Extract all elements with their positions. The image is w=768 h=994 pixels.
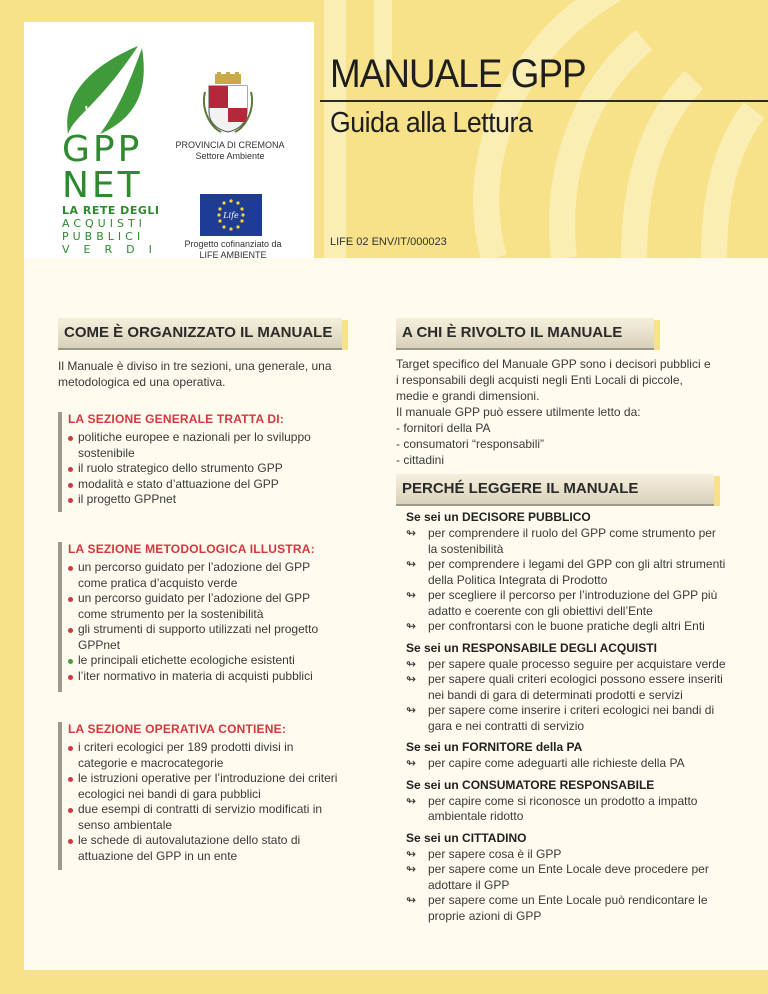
list-item-text: per sapere come inserire i criteri ecologici nei bandi di gara e nei contratti di servizio	[428, 703, 715, 733]
list-item: un percorso guidato per l’adozione del GPP come pratica d’acquisto verde	[68, 560, 338, 591]
list-item	[406, 703, 726, 734]
group-prefix: Se sei un	[406, 640, 459, 655]
target-line: - consumatori “responsabili”	[396, 437, 545, 451]
group-title	[406, 639, 726, 657]
cofinancing-line1: Progetto cofinanziato da	[184, 239, 282, 249]
group-role: CONSUMATORE RESPONSABILE	[462, 777, 655, 792]
curved-arrow-icon: ↬	[406, 526, 417, 540]
left-heading: COME È ORGANIZZATO IL MANUALE	[58, 318, 342, 350]
list-item-text: per sapere quali criteri ecologici possono essere inseriti nei bandi di gara di determinati prodotti e servizi	[428, 672, 723, 702]
list-item-text: per capire come adeguarti alle richieste della PA	[428, 756, 685, 770]
curved-arrow-icon: ↬	[406, 672, 417, 686]
list-item	[406, 619, 726, 635]
logo-line2: ACQUISTI	[62, 217, 146, 230]
list-item: politiche europee e nazionali per lo sviluppo sostenibile	[68, 430, 338, 461]
curved-arrow-icon: ↬	[406, 793, 417, 808]
list-item	[406, 526, 726, 557]
list-item-text: per comprendere i legami del GPP con gli altri strumenti della Politica Integrata di Prodotto	[428, 557, 726, 587]
curved-arrow-icon: ↬	[406, 846, 417, 861]
logo-line4: VERDI	[62, 243, 166, 256]
list-item-text: per sapere quale processo seguire per acquistare verde	[428, 656, 726, 671]
group-title	[406, 508, 726, 526]
group-list	[406, 756, 726, 772]
province-crest-icon	[203, 72, 253, 134]
group-prefix: Se sei un	[406, 830, 459, 845]
list-item-text: per comprendere il ruolo del GPP come strumento per la sostenibilità	[428, 526, 716, 556]
list-item-text: per scegliere il percorso per l’introduzione del GPP più adatto e coerente con gli obiettivi dell’Ente	[428, 588, 718, 618]
logo-gpp: GPP	[62, 129, 143, 170]
life-project-code: LIFE 02 ENV/IT/000023	[330, 236, 447, 248]
list-item: i criteri ecologici per 189 prodotti divisi in categorie e macrocategorie	[68, 740, 338, 771]
section-operativa-title: LA SEZIONE OPERATIVA CONTIENE:	[68, 722, 287, 736]
province-name: PROVINCIA DI CREMONA	[175, 140, 285, 150]
target-line: - cittadini	[396, 453, 445, 467]
list-item	[406, 588, 726, 619]
title-divider	[320, 100, 768, 102]
group-prefix: Se sei un	[406, 510, 459, 524]
group-list	[406, 657, 726, 735]
cofinancing-line2: LIFE AMBIENTE	[199, 250, 267, 260]
logo-net: NET	[62, 165, 143, 206]
list-item: l’iter normativo in materia di acquisti pubblici	[68, 669, 338, 685]
list-item-text: per confrontarsi con le buone pratiche degli altri Enti	[428, 619, 705, 633]
group-role: DECISORE PUBBLICO	[462, 510, 591, 524]
why-groups	[406, 508, 726, 928]
group-list	[406, 526, 726, 635]
list-item	[406, 557, 726, 588]
svg-text:Life: Life	[223, 211, 239, 220]
list-item: due esempi di contratti di servizio modificati in senso ambientale	[68, 802, 338, 833]
section-generale	[58, 412, 338, 512]
page-subtitle: Guida alla Lettura	[330, 107, 533, 139]
group-prefix: Se sei un	[406, 740, 459, 754]
logo-text	[62, 129, 166, 256]
right-heading-why: PERCHÉ LEGGERE IL MANUALE	[396, 474, 714, 506]
list-item	[406, 794, 726, 825]
list-item-text: per sapere come un Ente Locale deve procedere per adottare il GPP	[428, 862, 709, 892]
province-label	[170, 140, 290, 162]
group-role: FORNITORE della PA	[462, 740, 583, 754]
section-metodologica	[58, 542, 338, 692]
list-item: le principali etichette ecologiche esistenti	[68, 653, 338, 669]
cofinancing-label	[168, 239, 298, 261]
list-item	[406, 756, 726, 772]
target-line: Target specifico del Manuale GPP sono i decisori pubblici e i responsabili degli acquisti negli Enti Locali di piccole, medie e grandi dimensioni.	[396, 357, 711, 403]
list-item: gli strumenti di supporto utilizzati nel progetto GPPnet	[68, 622, 338, 653]
section-operativa-list	[68, 740, 338, 864]
list-item-text: per sapere come un Ente Locale può rendicontare le proprie azioni di GPP	[428, 893, 708, 923]
target-line: Il manuale GPP può essere utilmente letto da:	[396, 405, 641, 419]
list-item	[406, 847, 726, 863]
list-item	[406, 657, 726, 673]
right-heading-target: A CHI È RIVOLTO IL MANUALE	[396, 318, 654, 350]
left-intro: Il Manuale è diviso in tre sezioni, una generale, una metodologica ed una operativa.	[58, 359, 332, 389]
section-operativa	[58, 722, 338, 870]
group-prefix: Se sei un	[406, 777, 459, 792]
bottom-band	[0, 970, 768, 994]
group-list	[406, 847, 726, 925]
group-role: CITTADINO	[462, 830, 527, 845]
group-list	[406, 794, 726, 825]
list-item: le istruzioni operative per l’introduzione dei criteri ecologici nei bandi di gara pubblici	[68, 771, 338, 802]
curved-arrow-icon: ↬	[406, 656, 417, 671]
group-title	[406, 829, 726, 847]
curved-arrow-icon: ↬	[406, 893, 417, 907]
group-title	[406, 738, 726, 756]
list-item	[406, 672, 726, 703]
list-item-text: per capire come si riconosce un prodotto a impatto ambientale ridotto	[428, 793, 698, 823]
list-item: le schede di autovalutazione dello stato di attuazione del GPP in un ente	[68, 833, 338, 864]
list-item: il ruolo strategico dello strumento GPP	[68, 461, 338, 477]
target-text	[396, 356, 716, 468]
curved-arrow-icon: ↬	[406, 703, 417, 717]
curved-arrow-icon: ↬	[406, 862, 417, 876]
section-metodologica-list	[68, 560, 338, 684]
eu-life-flag-icon	[200, 194, 262, 236]
curved-arrow-icon: ↬	[406, 557, 417, 571]
list-item: un percorso guidato per l’adozione del GPP come strumento per la sostenibilità	[68, 591, 338, 622]
section-metodologica-title: LA SEZIONE METODOLOGICA ILLUSTRA:	[68, 542, 315, 556]
page-title: MANUALE GPP	[330, 52, 586, 96]
list-item: modalità e stato d’attuazione del GPP	[68, 477, 338, 493]
list-item: il progetto GPPnet	[68, 492, 338, 508]
logo-line1: LA RETE DEGLI	[62, 204, 160, 217]
curved-arrow-icon: ↬	[406, 756, 417, 770]
list-item	[406, 862, 726, 893]
section-generale-list	[68, 430, 338, 508]
list-item	[406, 893, 726, 924]
curved-arrow-icon: ↬	[406, 619, 417, 633]
list-item-text: per sapere cosa è il GPP	[428, 846, 562, 861]
group-title	[406, 776, 726, 794]
target-line: - fornitori della PA	[396, 421, 491, 435]
group-role: RESPONSABILE DEGLI ACQUISTI	[462, 640, 657, 655]
province-department: Settore Ambiente	[195, 151, 265, 161]
section-generale-title: LA SEZIONE GENERALE TRATTA DI:	[68, 412, 284, 426]
curved-arrow-icon: ↬	[406, 588, 417, 602]
logo-line3: PUBBLICI	[62, 230, 145, 243]
